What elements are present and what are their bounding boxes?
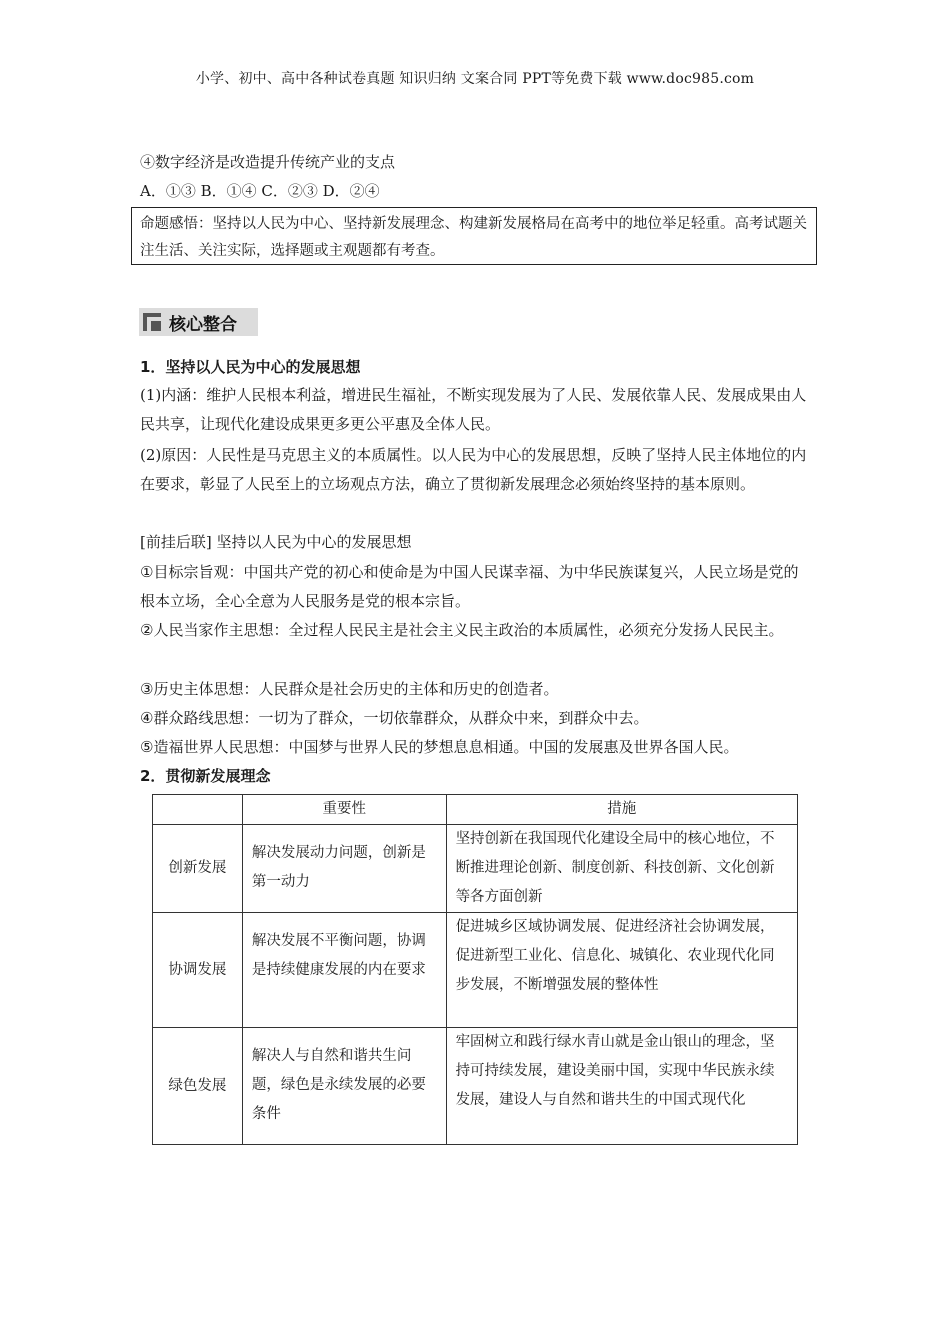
- row-name: 创新发展: [153, 825, 243, 913]
- row-measures: 坚持创新在我国现代化建设全局中的核心地位，不断推进理论创新、制度创新、科技创新、文化创新等各方面创新: [446, 825, 797, 913]
- link-item-4: ④群众路线思想：一切为了群众，一切依靠群众，从群众中来，到群众中去。: [140, 709, 649, 727]
- point1-heading: 1．坚持以人民为中心的发展思想: [140, 358, 361, 376]
- page-header: 小学、初中、高中各种试卷真题 知识归纳 文案合同 PPT等免费下载 www.doc985.com: [195, 71, 755, 87]
- row-importance: 解决发展不平衡问题，协调是持续健康发展的内在要求: [242, 913, 446, 1028]
- link-heading: [前挂后联] 坚持以人民为中心的发展思想: [140, 533, 412, 551]
- insight-box: [131, 207, 817, 265]
- answer-options: A．①③ B．①④ C．②③ D．②④: [140, 182, 380, 200]
- row-name: 绿色发展: [153, 1028, 243, 1145]
- table-header-cell: [153, 795, 243, 825]
- section-icon: [143, 313, 161, 331]
- development-concept-table: [152, 794, 798, 1145]
- row-name: 协调发展: [153, 913, 243, 1028]
- table-header-row: [153, 795, 798, 825]
- section-header: [139, 308, 258, 336]
- section-title: 核心整合: [169, 314, 237, 335]
- question-item-4: ④数字经济是改造提升传统产业的支点: [140, 153, 396, 171]
- link-item-2: ②人民当家作主思想：全过程人民民主是社会主义民主政治的本质属性，必须充分发扬人民民主。: [140, 621, 784, 639]
- link-item-5: ⑤造福世界人民思想：中国梦与世界人民的梦想息息相通。中国的发展惠及世界各国人民。: [140, 738, 739, 756]
- link-item-1: ①目标宗旨观：中国共产党的初心和使命是为中国人民谋幸福、为中华民族谋复兴，人民立场是党的根本立场，全心全意为人民服务是党的根本宗旨。: [140, 563, 799, 610]
- table-row: [153, 913, 798, 1028]
- table-header-cell: 措施: [446, 795, 797, 825]
- row-importance: 解决人与自然和谐共生问题，绿色是永续发展的必要条件: [242, 1028, 446, 1145]
- point1-connotation: (1)内涵：维护人民根本利益，增进民生福祉，不断实现发展为了人民、发展依靠人民、发展成果由人民共享，让现代化建设成果更多更公平惠及全体人民。: [140, 386, 807, 433]
- row-measures: 促进城乡区域协调发展、促进经济社会协调发展，促进新型工业化、信息化、城镇化、农业现代化同步发展，不断增强发展的整体性: [446, 913, 797, 1028]
- link-item-3: ③历史主体思想：人民群众是社会历史的主体和历史的创造者。: [140, 680, 559, 698]
- point2-heading: 2．贯彻新发展理念: [140, 767, 271, 785]
- row-importance: 解决发展动力问题，创新是第一动力: [242, 825, 446, 913]
- table-row: [153, 1028, 798, 1145]
- table-header-cell: 重要性: [242, 795, 446, 825]
- point1-reason: (2)原因：人民性是马克思主义的本质属性。以人民为中心的发展思想，反映了坚持人民主体地位的内在要求，彰显了人民至上的立场观点方法，确立了贯彻新发展理念必须始终坚持的基本原则。: [140, 446, 807, 493]
- table-row: [153, 825, 798, 913]
- row-measures: 牢固树立和践行绿水青山就是金山银山的理念，坚持可持续发展，建设美丽中国，实现中华民族永续发展，建设人与自然和谐共生的中国式现代化: [446, 1028, 797, 1145]
- insight-text: 命题感悟：坚持以人民为中心、坚持新发展理念、构建新发展格局在高考中的地位举足轻重。高考试题关注生活、关注实际，选择题或主观题都有考查。: [140, 216, 807, 259]
